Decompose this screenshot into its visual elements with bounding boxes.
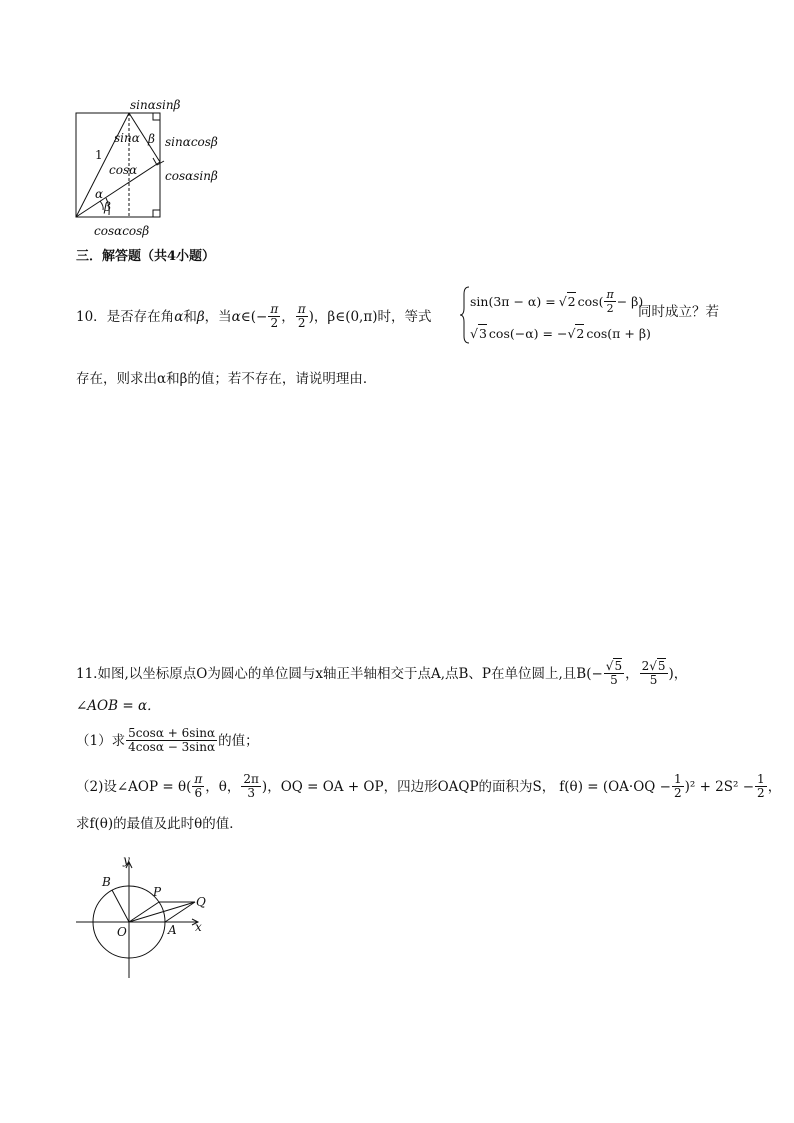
frac-den: 2	[270, 316, 279, 330]
q11-comma: ，	[625, 665, 639, 682]
eq2-mid: cos(−α) = −	[488, 325, 568, 341]
q10-alpha: α	[174, 308, 184, 325]
right-angle-mark-top	[153, 113, 160, 120]
eq2-sqrt2: 2	[576, 326, 585, 341]
label-one: 1	[95, 148, 103, 162]
frac-num: 1	[673, 772, 682, 786]
frac-den: 5	[610, 673, 618, 687]
q11-number: 11.	[76, 665, 98, 682]
eq2-sqrt3: 3	[478, 326, 487, 341]
q10-frac-neg-pi-2	[268, 303, 280, 330]
q11-p1-fraction	[126, 727, 217, 754]
q10-in: ∈	[240, 308, 251, 325]
segment-OQ	[129, 902, 195, 922]
q11-p2-vec: )，OQ = OA + OP，四边形OAQP的面积为S，	[261, 778, 556, 795]
frac-den: 6	[194, 786, 203, 800]
brace-icon	[460, 286, 470, 344]
q10-equation-system	[460, 286, 651, 344]
frac-den: 2	[673, 786, 682, 800]
q11-part2	[76, 773, 781, 800]
sqrt-arg: 5	[614, 659, 623, 673]
q10-line2: 存在，则求出α和β的值；若不存在，请说明理由．	[76, 371, 377, 387]
alpha-arc	[100, 201, 103, 210]
q11-frac-half-1	[672, 773, 684, 800]
eq1-sqrt-arg: 2	[567, 294, 576, 309]
frac-num: 5cosα + 6sinα	[128, 726, 216, 740]
label-beta-angle: β	[148, 132, 155, 146]
frac-den: 2	[606, 302, 614, 315]
label-B: B	[102, 875, 111, 889]
trig-rectangle-figure	[60, 90, 230, 245]
q11-p2-theta: ，θ，	[205, 778, 241, 795]
unit-circle-figure	[70, 850, 220, 985]
frac-num: 1	[757, 772, 765, 786]
q11-line4: 求f(θ)的最值及此时θ的值．	[76, 816, 243, 832]
coef: 2	[641, 659, 650, 673]
segment-OB	[112, 890, 129, 922]
q11-part1	[76, 727, 259, 754]
q11-line1	[76, 660, 687, 687]
eq1-left: sin(3π − α) =	[470, 293, 556, 309]
label-bottom: cosαcosβ	[94, 224, 150, 238]
q10-number: 10．	[76, 308, 107, 325]
label-O: O	[117, 925, 127, 939]
q10-frac-pi-2	[296, 303, 308, 330]
label-top: sinαsinβ	[130, 98, 181, 112]
label-Q: Q	[196, 895, 206, 909]
eq2-end: cos(π + β)	[586, 325, 651, 341]
right-angle-mark-bottom	[153, 210, 160, 217]
q11-frac-2sqrt5-5	[640, 660, 668, 687]
q10-interval-open: (−	[250, 308, 268, 325]
q10-comma: ，	[281, 308, 295, 325]
label-beta-low: β	[104, 200, 111, 214]
frac-den: 4cosα − 3sinα	[128, 740, 216, 754]
frac-den: 3	[247, 786, 255, 800]
frac-num: π	[270, 302, 279, 316]
label-y: y	[123, 853, 130, 867]
q11-frac-sqrt5-5	[604, 660, 624, 687]
segment-OP	[129, 902, 159, 922]
q11-frac-pi-6	[192, 773, 204, 800]
q10-and: 和	[183, 308, 197, 325]
frac-num: 2√5	[641, 659, 666, 673]
frac-den: 2	[297, 316, 306, 330]
segment-AQ	[165, 902, 195, 922]
label-x: x	[195, 920, 202, 934]
label-sin-alpha: sinα	[114, 131, 140, 145]
q10-alpha-2: α	[231, 308, 241, 325]
label-right-lower: cosαsinβ	[165, 169, 218, 183]
frac-num: π	[606, 288, 614, 301]
q11-p1-label: （1）求	[76, 732, 126, 749]
q10-cond-b: ，β∈(0,π)时，等式	[313, 308, 432, 325]
sqrt-arg: 5	[657, 659, 666, 673]
q10-beta: β	[196, 308, 205, 325]
q11-p1-end: 的值；	[218, 732, 259, 749]
label-right-upper: sinαcosβ	[165, 135, 218, 149]
frac-num: 2π	[243, 772, 259, 786]
q11-frac-2pi-3	[241, 773, 261, 800]
label-cos-alpha: cosα	[109, 163, 138, 177]
q11-line1-end: )，	[668, 665, 688, 682]
q10-line1	[76, 303, 432, 330]
frac-den: 2	[757, 786, 765, 800]
eq1-frac-pi-2	[604, 288, 615, 315]
eq2-sqrt-sign: √	[470, 325, 478, 341]
q11-p2-f: f(θ) = (OA·OQ −	[559, 778, 671, 795]
frac-num: √5	[605, 659, 623, 673]
label-P: P	[153, 885, 162, 899]
eq2-sqrt-sign-2: √	[567, 325, 576, 341]
q10-intro: 是否存在角	[106, 308, 175, 325]
q11-p2-label: （2)设∠AOP = θ(	[76, 778, 192, 795]
q11-frac-half-2	[755, 773, 767, 800]
frac-den: 5	[649, 673, 658, 687]
label-A: A	[168, 923, 177, 937]
eq1-cos: cos(	[577, 293, 604, 309]
eq1-sqrt-sign: √	[558, 293, 567, 309]
q11-p2-f-end: ，	[767, 778, 782, 795]
eq1-minus-beta: − β)	[616, 293, 644, 309]
q11-line2: ∠AOB = α．	[76, 698, 161, 714]
section-heading: 三．解答题（共4小题）	[76, 249, 216, 264]
frac-num: π	[297, 302, 306, 316]
q10-tail: 同时成立？若	[638, 304, 719, 320]
eq2	[470, 324, 651, 343]
q10-comma-when: ，当	[204, 308, 232, 325]
label-alpha-angle: α	[95, 187, 104, 201]
q11-line1-text: 如图,以坐标原点O为圆心的单位圆与x轴正半轴相交于点A,点B、P在单位圆上,且B(−	[97, 665, 603, 682]
q11-p2-f-mid: )² + 2S² −	[684, 778, 755, 795]
q10-interval-close: )	[308, 308, 314, 325]
eq1	[470, 288, 643, 315]
frac-num: π	[194, 772, 203, 786]
